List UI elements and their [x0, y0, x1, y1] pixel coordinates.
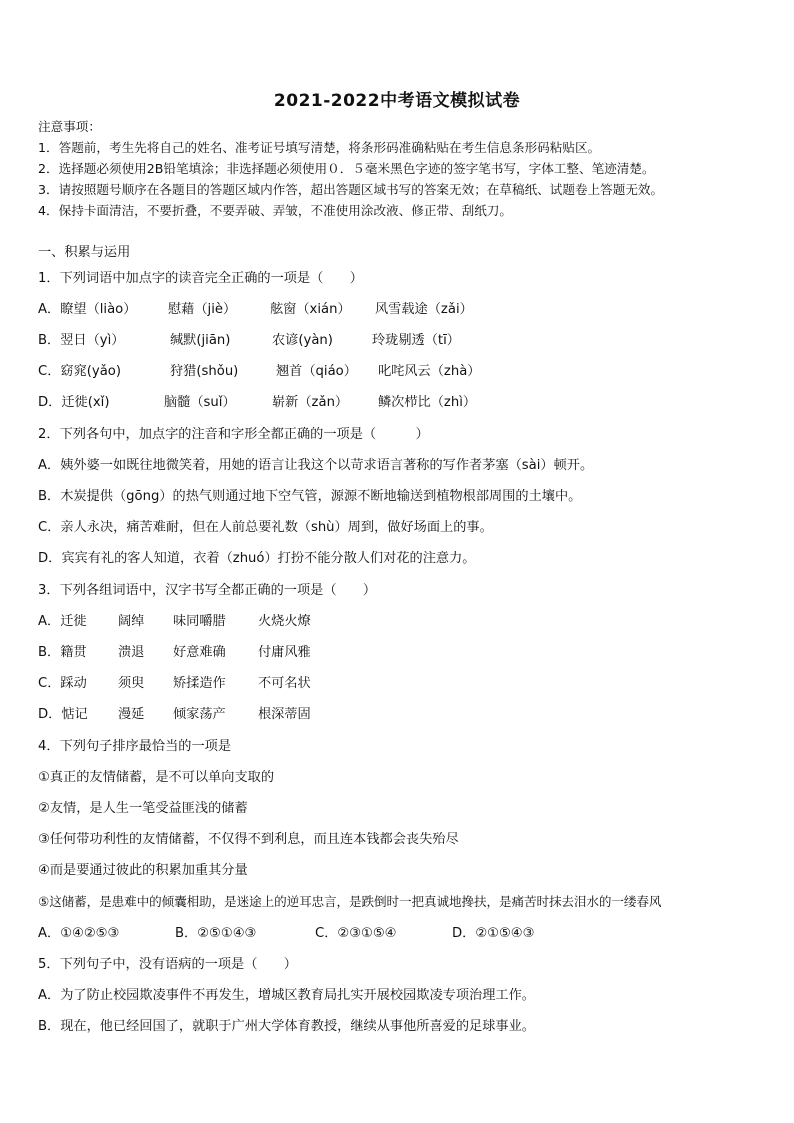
q4-sentence-4: ④而是要通过彼此的积累加重其分量: [38, 863, 248, 878]
q1-option-b-2: 缄默(jiān): [170, 333, 231, 348]
q3-stem: 3．下列各组词语中，汉字书写全都正确的一项是（ ）: [38, 583, 377, 598]
q1-option-d-4: 鳞次栉比（zhì）: [378, 395, 477, 410]
q5-option-a: A．为了防止校园欺凌事件不再发生，增城区教育局扎实开展校园欺凌专项治理工作。: [38, 988, 535, 1003]
q1-option-b-3: 农谚(yàn): [272, 333, 333, 348]
q1-option-a-2: 慰藉（jiè）: [168, 302, 237, 317]
q3-option-d-2: 漫延: [118, 707, 145, 722]
q3-option-b-1: B．籍贯: [38, 645, 87, 660]
q4-sentence-1: ①真正的友情储蓄，是不可以单向支取的: [38, 770, 275, 785]
section-heading: 一、积累与运用: [38, 245, 131, 260]
q1-stem: 1．下列词语中加点字的读音完全正确的一项是（ ）: [38, 271, 363, 286]
q1-option-c-1: C．窈窕(yǎo): [38, 364, 122, 379]
q1-option-d-1: D．迁徙(xǐ): [38, 395, 110, 410]
q4-option-b: B．②⑤①④③: [175, 926, 257, 941]
notice-heading: 注意事项：: [38, 119, 101, 134]
q3-option-b-4: 付庸风雅: [258, 645, 311, 660]
q3-option-a-1: A．迁徙: [38, 614, 87, 629]
notice-item-1: 1．答题前，考生先将自己的姓名、准考证号填写清楚，将条形码准确粘贴在考生信息条形码粘贴区。: [38, 140, 601, 155]
q3-option-c-2: 须臾: [118, 676, 145, 691]
q3-option-a-4: 火烧火燎: [258, 614, 311, 629]
q4-sentence-5: ⑤这储蓄，是患难中的倾囊相助，是迷途上的逆耳忠言，是跌倒时一把真诚地搀扶，是痛苦时抹去泪水的一缕春风: [38, 894, 662, 909]
q1-option-c-2: 狩猎(shǒu): [170, 364, 239, 379]
q1-option-d-3: 崭新（zǎn）: [272, 395, 349, 410]
q2-option-b: B．木炭提供（gōng）的热气则通过地下空气管，源源不断地输送到植物根部周围的土壤中。: [38, 489, 582, 504]
q3-option-d-3: 倾家荡产: [173, 707, 226, 722]
q3-option-a-3: 味同嚼腊: [173, 614, 226, 629]
q3-option-d-1: D．惦记: [38, 707, 88, 722]
q1-option-c-4: 叱咤风云（zhà）: [378, 364, 481, 379]
q5-stem: 5．下列句子中，没有语病的一项是（ ）: [38, 957, 297, 972]
q3-option-c-4: 不可名状: [258, 676, 311, 691]
q3-option-b-3: 好意难确: [173, 645, 226, 660]
q2-stem: 2．下列各句中，加点字的注音和字形全都正确的一项是（ ）: [38, 427, 429, 442]
q2-option-a: A．姨外婆一如既往地微笑着，用她的语言让我这个以苛求语言著称的写作者茅塞（sài）顿开。: [38, 458, 594, 473]
q4-sentence-2: ②友情，是人生一笔受益匪浅的储蓄: [38, 801, 248, 816]
q4-option-d: D．②①⑤④③: [452, 926, 535, 941]
q1-option-b-1: B．翌日（yì）: [38, 333, 125, 348]
q1-option-a-3: 舷窗（xián）: [270, 302, 351, 317]
q5-option-b: B．现在，他已经回国了，就职于广州大学体育教授，继续从事他所喜爱的足球事业。: [38, 1019, 535, 1034]
q3-option-b-2: 溃退: [118, 645, 145, 660]
q4-option-a: A．①④②⑤③: [38, 926, 120, 941]
q3-option-c-1: C．踩动: [38, 676, 87, 691]
q1-option-a-4: 风雪载途（zǎi）: [375, 302, 473, 317]
q1-option-c-3: 翘首（qiáo）: [276, 364, 357, 379]
q4-sentence-3: ③任何带功利性的友情储蓄，不仅得不到利息，而且连本钱都会丧失殆尽: [38, 832, 459, 847]
q3-option-d-4: 根深蒂固: [258, 707, 311, 722]
q2-option-c: C．亲人永决，痛苦难耐，但在人前总要礼数（shù）周到，做好场面上的事。: [38, 520, 493, 535]
notice-item-3: 3．请按照题号顺序在各题目的答题区域内作答，超出答题区域书写的答案无效；在草稿纸、试题卷上答题无效。: [38, 182, 664, 197]
notice-item-2: 2．选择题必须使用2B铅笔填涂；非选择题必须使用０．５毫米黑色字迹的签字笔书写，字体工整、笔迹清楚。: [38, 161, 655, 176]
q1-option-a-1: A．瞭望（liào）: [38, 302, 137, 317]
q4-stem: 4．下列句子排序最恰当的一项是: [38, 739, 232, 754]
q3-option-a-2: 阔绰: [118, 614, 145, 629]
q2-option-d: D．宾宾有礼的客人知道，衣着（zhuó）打扮不能分散人们对花的注意力。: [38, 551, 476, 566]
q4-option-c: C．②③①⑤④: [315, 926, 397, 941]
notice-item-4: 4．保持卡面清洁，不要折叠，不要弄破、弄皱，不准使用涂改液、修正带、刮纸刀。: [38, 203, 512, 218]
page-title: 2021-2022中考语文模拟试卷: [273, 91, 521, 111]
q1-option-b-4: 玲珑剔透（tī）: [372, 333, 460, 348]
q3-option-c-3: 矫揉造作: [173, 676, 226, 691]
q1-option-d-2: 脑髓（suǐ）: [164, 395, 236, 410]
